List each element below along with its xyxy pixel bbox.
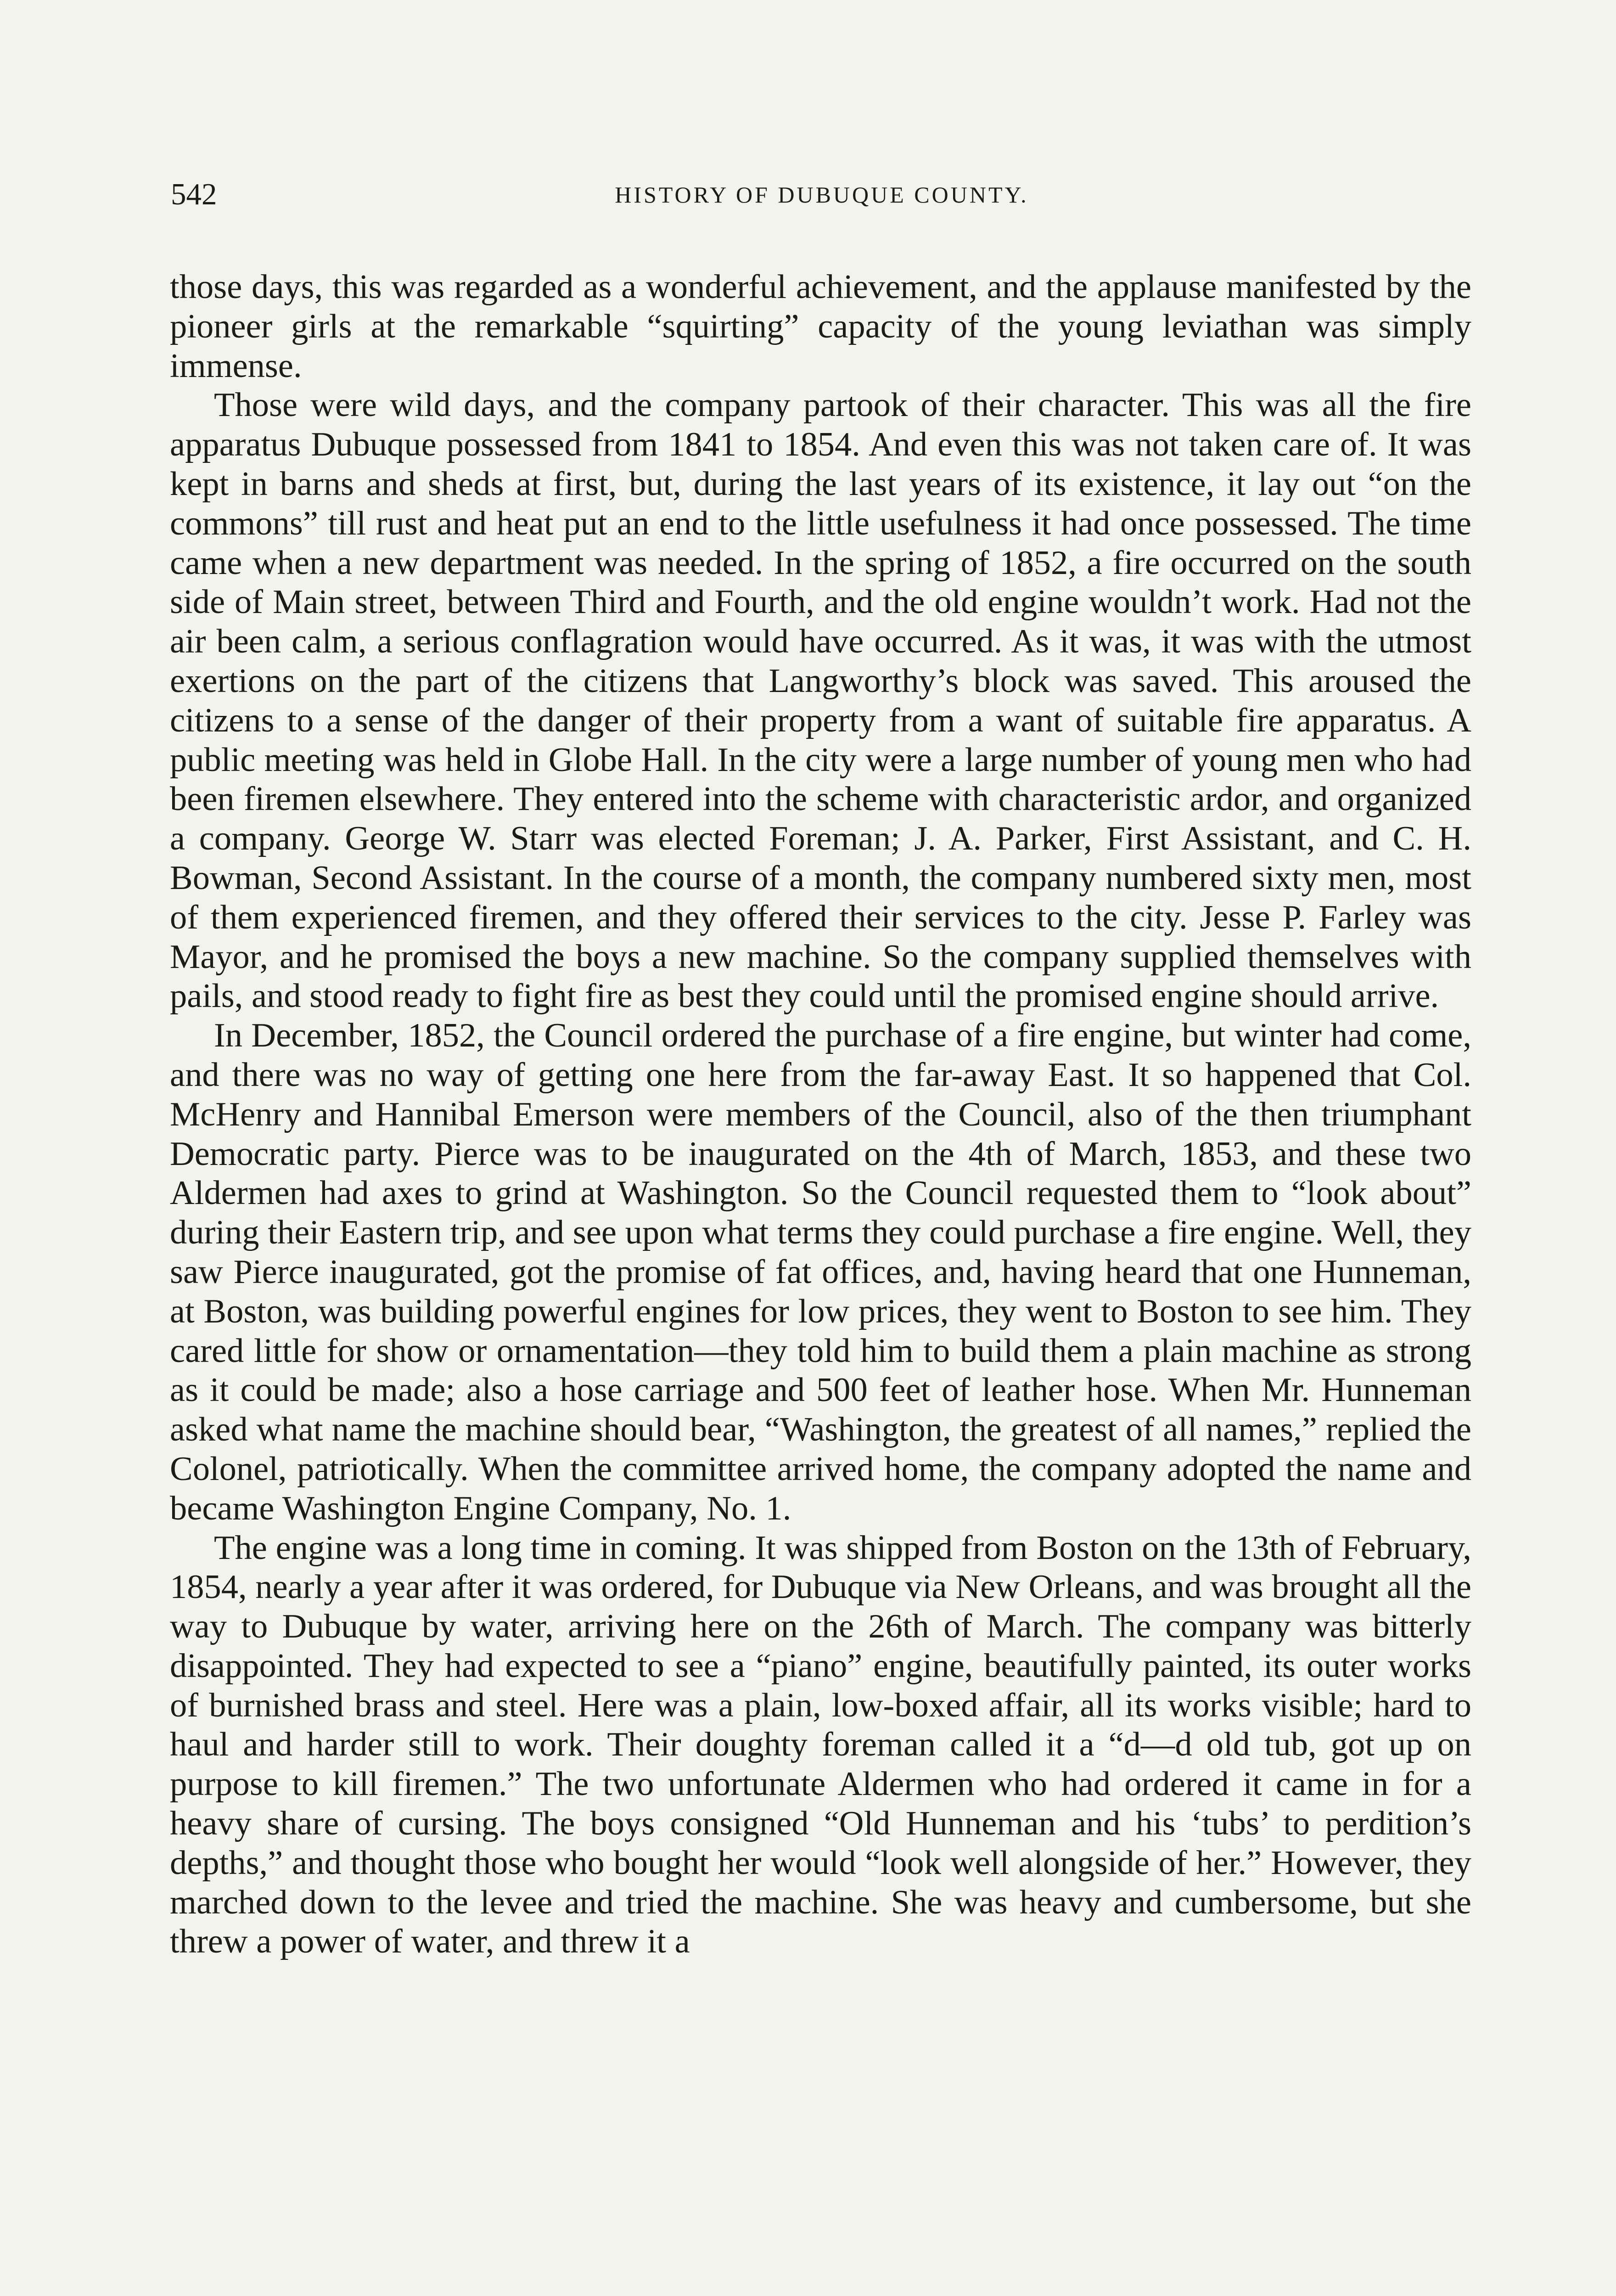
paragraph: The engine was a long time in coming. It was shipped from Boston on the 13th of February, 1854, nearly a year after it was ordered, for Dubuque via New Orleans, and was brought all the way to Dubuque by water, arriving here on the 26th of March. The company was bitterly disappointed. They had expected to see a “piano” engine, beautifully painted, its outer works of burnished brass and steel. Here was a plain, low-boxed affair, all its works visible; hard to haul and harder still to work. Their doughty foreman called it a “d—d old tub, got up on purpose to kill firemen.” The two unfortunate Aldermen who had ordered it came in for a heavy share of cursing. The boys consigned “Old Hunneman and his ‘tubs’ to perdition’s depths,” and thought those who bought her would “look well alongside of her.” However, they marched down to the levee and tried the machine. She was heavy and cumbersome, but she threw a power of water, and threw it a bbox=[170, 1529, 1471, 1961]
paragraph: Those were wild days, and the company partook of their character. This was all the fire apparatus Dubuque possessed from 1841 to 1854. And even this was not taken care of. It was kept in barns and sheds at first, but, during the last years of its existence, it lay out “on the commons” till rust and heat put an end to the little usefulness it had once possessed. The time came when a new department was needed. In the spring of 1852, a fire occurred on the south side of Main street, between Third and Fourth, and the old engine wouldn’t work. Had not the air been calm, a serious conflagration would have occurred. As it was, it was with the utmost exertions on the part of the citizens that Langworthy’s block was saved. This aroused the citizens to a sense of the danger of their property from a want of suitable fire apparatus. A public meeting was held in Globe Hall. In the city were a large number of young men who had been firemen elsewhere. They entered into the scheme with characteristic ardor, and organized a company. George W. Starr was elected Foreman; J. A. Parker, First Assistant, and C. H. Bowman, Second Assistant. In the course of a month, the company numbered sixty men, most of them experienced firemen, and they offered their services to the city. Jesse P. Farley was Mayor, and he promised the boys a new machine. So the company supplied themselves with pails, and stood ready to fight fire as best they could until the promised engine should arrive. bbox=[170, 386, 1471, 1015]
page-body bbox=[170, 268, 1471, 1962]
page-number: 542 bbox=[171, 177, 217, 211]
paragraph: those days, this was regarded as a wonderful achievement, and the applause manifested by the pioneer girls at the remarkable “squirting” capacity of the young leviathan was simply immense. bbox=[170, 268, 1471, 385]
running-title: HISTORY OF DUBUQUE COUNTY. bbox=[615, 182, 1029, 208]
page-header bbox=[171, 176, 1473, 217]
paragraph: In December, 1852, the Council ordered the purchase of a fire engine, but winter had come, and there was no way of getting one here from the far-away East. It so happened that Col. McHenry and Hannibal Emerson were members of the Council, also of the then triumphant Democratic party. Pierce was to be inaugurated on the 4th of March, 1853, and these two Aldermen had axes to grind at Washington. So the Council requested them to “look about” during their Eastern trip, and see upon what terms they could purchase a fire engine. Well, they saw Pierce inaugurated, got the promise of fat offices, and, having heard that one Hunneman, at Boston, was building powerful engines for low prices, they went to Boston to see him. They cared little for show or ornamentation—they told him to build them a plain machine as strong as it could be made; also a hose carriage and 500 feet of leather hose. When Mr. Hunneman asked what name the machine should bear, “Washington, the greatest of all names,” replied the Colonel, patriotically. When the committee arrived home, the company adopted the name and became Washington Engine Company, No. 1. bbox=[170, 1017, 1471, 1527]
